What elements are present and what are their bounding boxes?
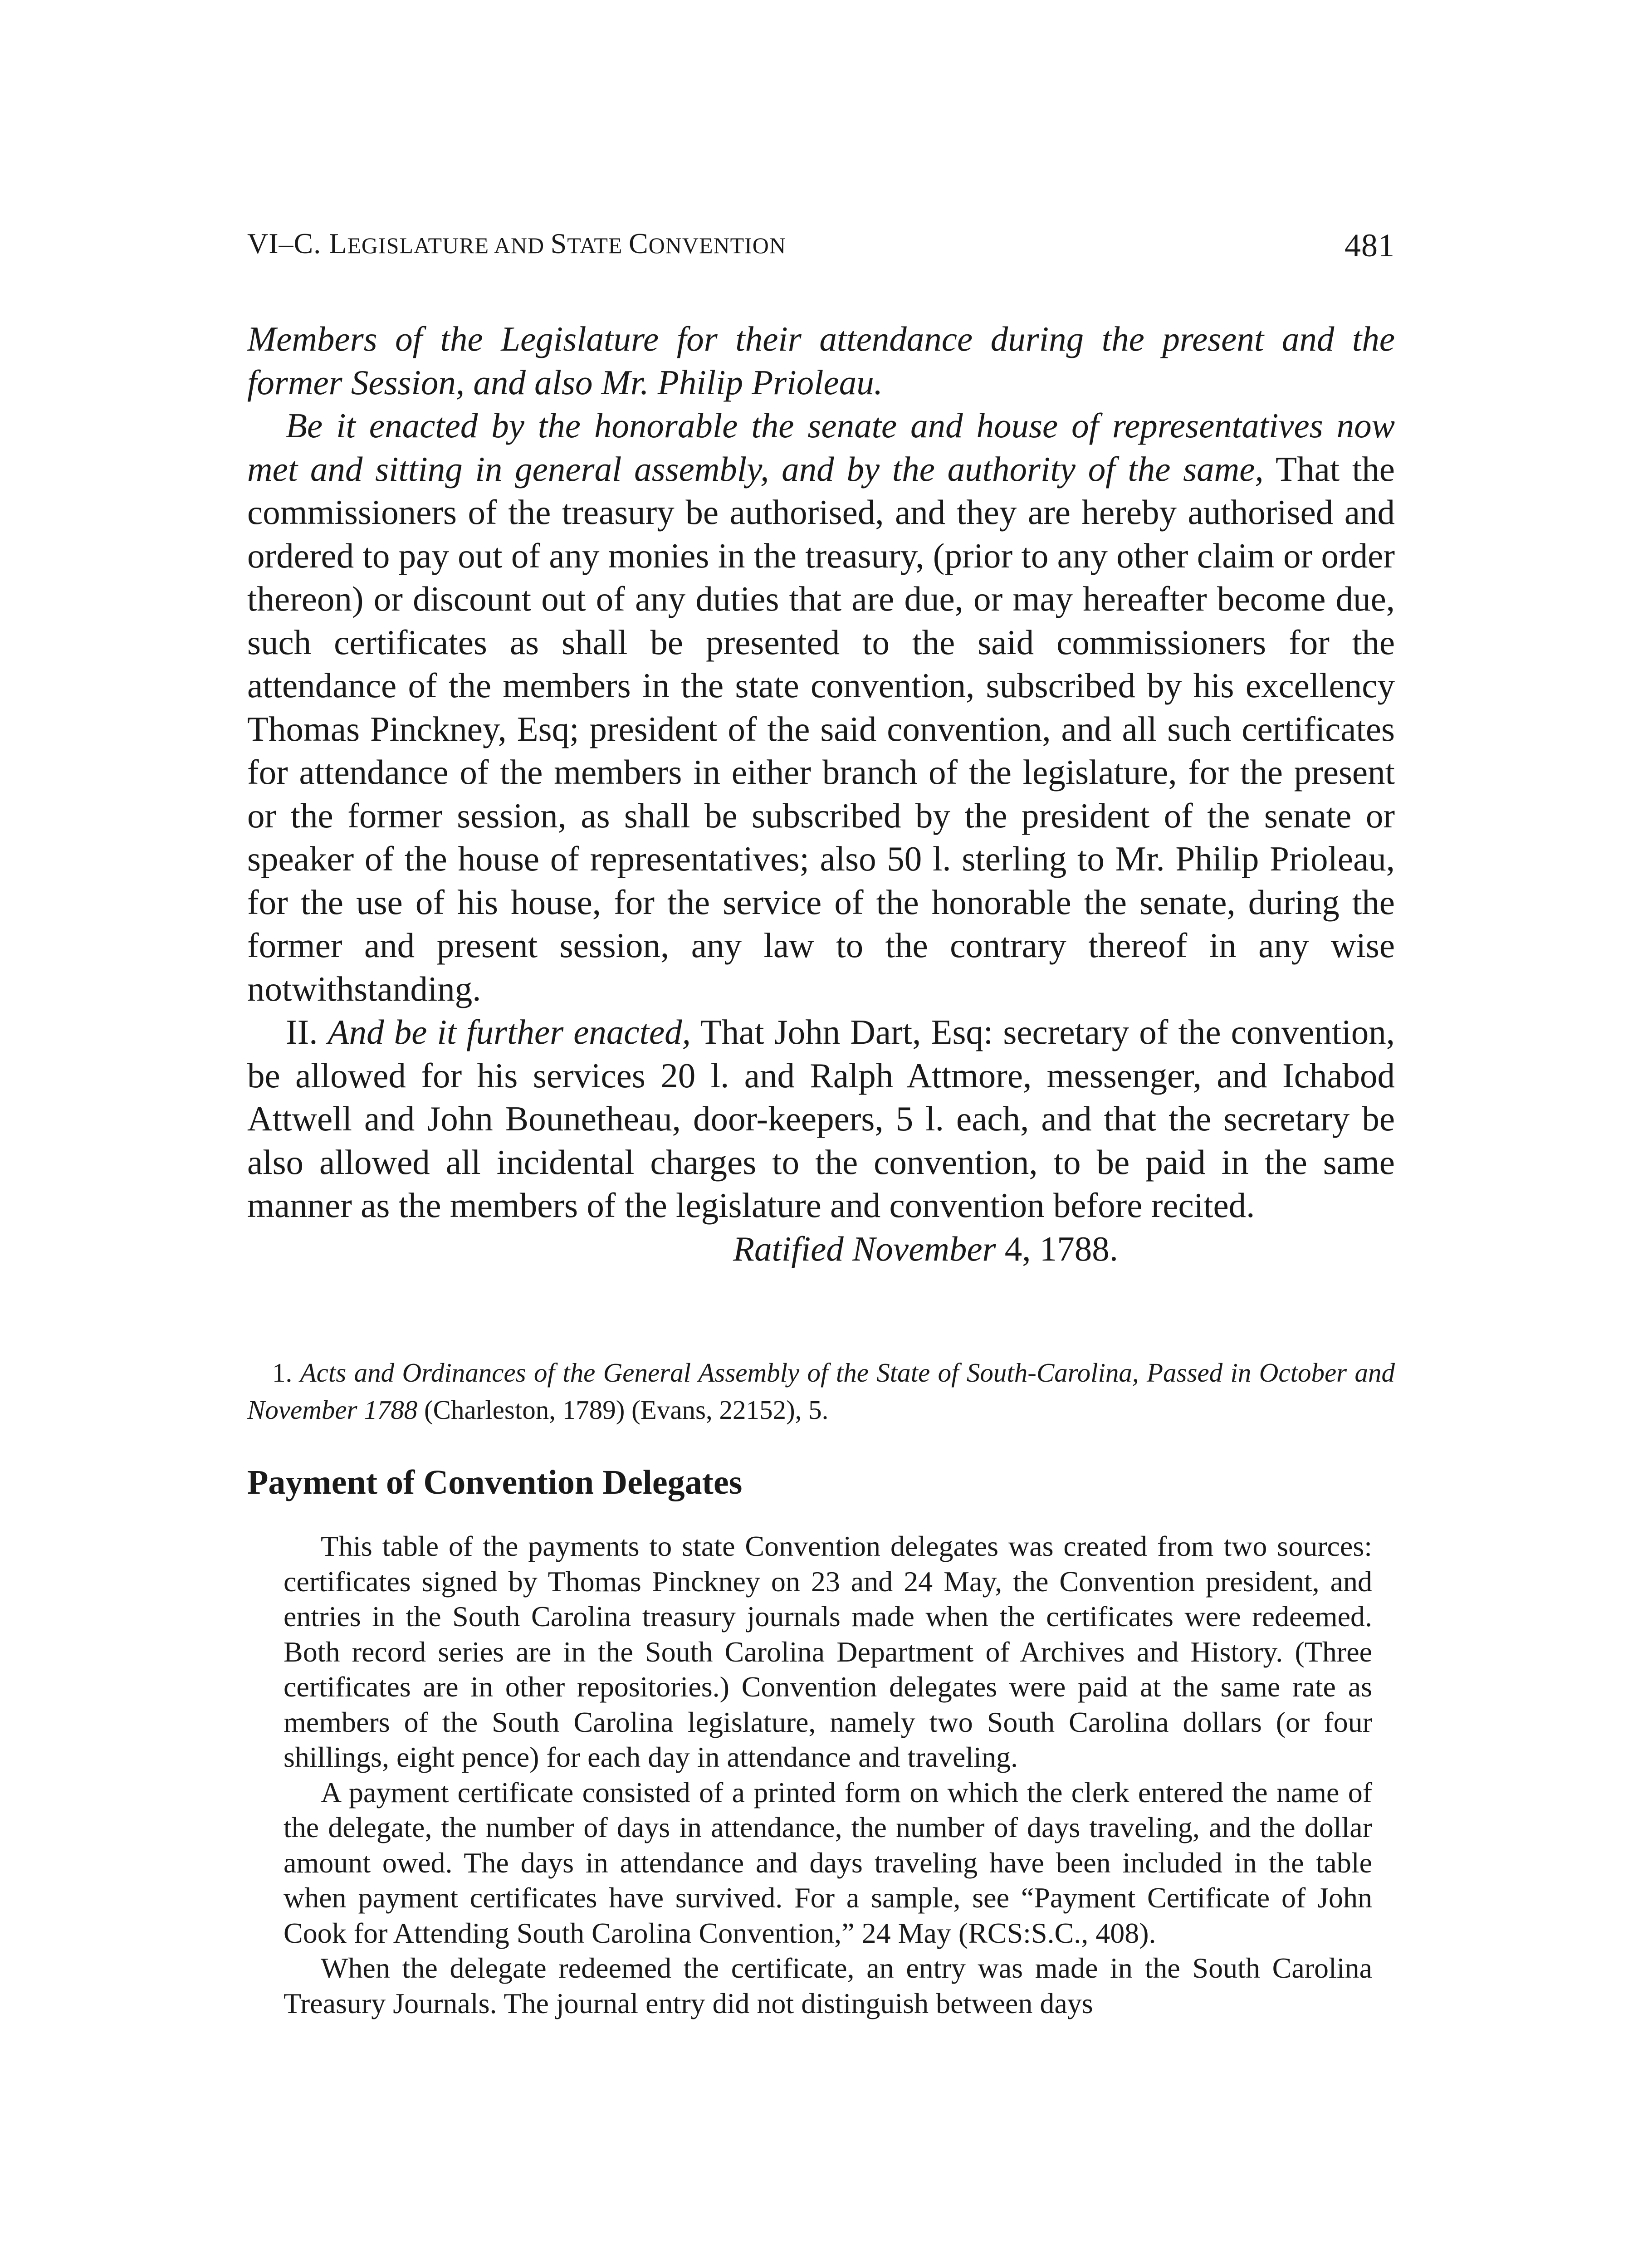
page-number: 481 xyxy=(1345,227,1395,264)
section-heading: Payment of Convention Delegates xyxy=(247,1463,743,1501)
act-paragraph-2: II. And be it further enacted, That John Dart, Esq: secretary of the convention, be allowed for his services 20 l. and Ralph Attmore, messenger, and Ichabod Attwell and John Bounetheau, door-keepers, 5 l. each, and that the secretary be also allowed all incidental charges to the convention, to be paid in the same manner as the members of the legislature and convention before recited. xyxy=(247,1012,1395,1225)
running-header xyxy=(247,227,1395,277)
section-body xyxy=(284,1529,1372,2021)
section-paragraph: This table of the payments to state Convention delegates was created from two sources: certificates signed by Thomas Pinckney on 23 and 24 May, the Convention president, and entries in the South Carolina treasury journals made when the certificates were redeemed. Both record series are in the South Carolina Department of Archives and History. (Three certificates are in other repositories.) Convention delegates were paid at the same rate as members of the South Carolina legislature, namely two South Carolina dollars (or four shillings, eight pence) for each day in attendance and traveling. xyxy=(284,1530,1372,1773)
ratified-line: Ratified November 4, 1788. xyxy=(733,1229,1118,1268)
act-paragraph-1: Be it enacted by the honorable the senate and house of representatives now met and sitting in general assembly, and by the authority of the same, That the commissioners of the treasury be authorised, and they are hereby authorised and ordered to pay out of any monies in the treasury, (prior to any other claim or order thereon) or discount out of any duties that are due, or may hereafter become due, such certificates as shall be presented to the said commissioners for the attendance of the members in the state convention, subscribed by his excellency Thomas Pinckney, Esq; president of the said convention, and all such certificates for attendance of the members in either branch of the legislature, for the present or the former session, as shall be subscribed by the president of the senate or speaker of the house of representatives; also 50 l. sterling to Mr. Philip Prioleau, for the use of his house, for the service of the honorable the senate, during the former and present session, any law to the contrary thereof in any wise notwithstanding. xyxy=(247,406,1395,1008)
section-paragraph: A payment certificate consisted of a printed form on which the clerk entered the name of the delegate, the number of days in attendance, the number of days traveling, and the dollar amount owed. The days in attendance and days traveling have been included in the table when payment certificates have survived. For a sample, see “Payment Certificate of John Cook for Attending South Carolina Convention,” 24 May (RCS:S.C., 408). xyxy=(284,1776,1372,1949)
act-title-continuation: Members of the Legislature for their attendance during the present and the former Session, and also Mr. Philip Prioleau. xyxy=(247,319,1395,402)
act-text xyxy=(247,318,1395,1271)
section-paragraph: When the delegate redeemed the certificate, an entry was made in the South Carolina Treasury Journals. The journal entry did not distinguish between days xyxy=(284,1952,1372,2019)
footnote: 1. Acts and Ordinances of the General Assembly of the State of South-Carolina, Passed in October and November 1788 (Charleston, 1789) (Evans, 22152), 5. xyxy=(247,1358,1395,1425)
running-head-title: VI–C. LEGISLATURE AND STATE CONVENTION xyxy=(247,227,787,259)
